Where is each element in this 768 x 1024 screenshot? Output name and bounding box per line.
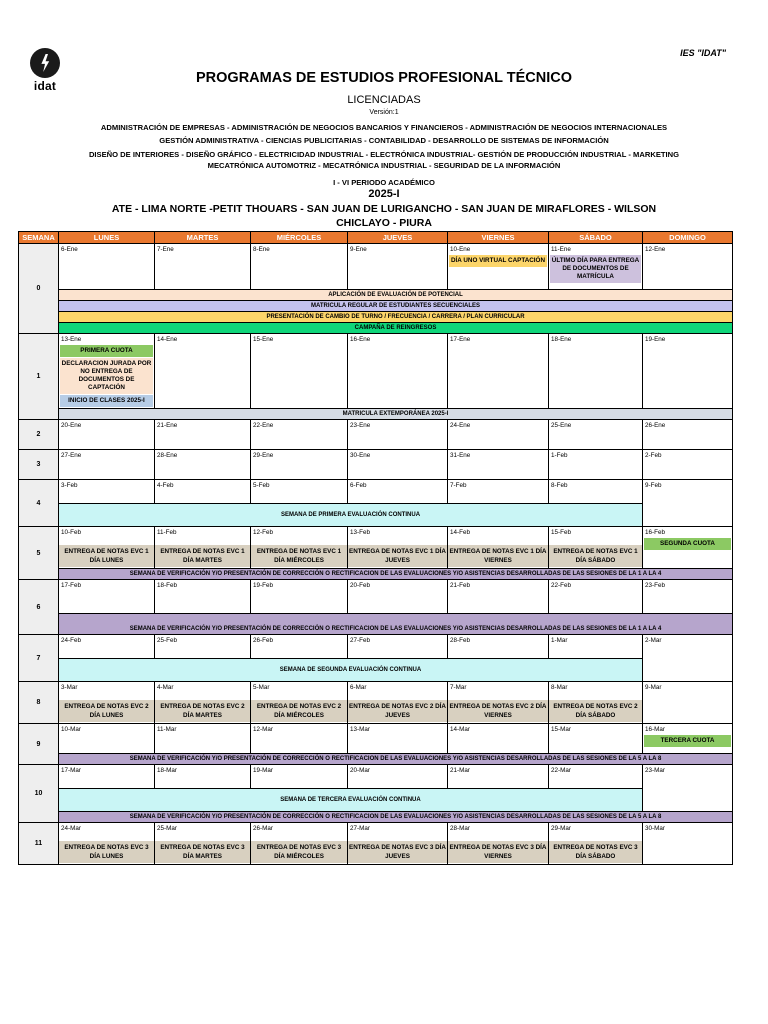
week-number: 11 xyxy=(19,823,59,865)
campus-line-1: ATE - LIMA NORTE -PETIT THOUARS - SAN JUAN DE LURIGANCHO - SAN JUAN DE MIRAFLORES - WILSON xyxy=(111,203,657,215)
day-date: 8-Mar xyxy=(551,684,568,691)
day-date: 27-Ene xyxy=(61,452,82,459)
day-date: 25-Feb xyxy=(157,637,177,644)
day-cell xyxy=(549,724,643,754)
day-cell xyxy=(251,450,348,480)
day-cell xyxy=(448,580,549,614)
week-row xyxy=(19,724,733,754)
day-cell xyxy=(155,244,251,290)
day-date: 26-Mar xyxy=(253,825,273,832)
column-header-2: MARTES xyxy=(155,232,251,244)
day-date: 27-Mar xyxy=(350,825,370,832)
day-cell xyxy=(251,480,348,504)
week-number: 2 xyxy=(19,420,59,450)
day-cell xyxy=(643,334,733,409)
day-date: 6-Feb xyxy=(350,482,367,489)
grade-delivery-note: ENTREGA DE NOTAS EVC 3 DÍA JUEVES xyxy=(348,841,447,863)
event-note: ÚLTIMO DÍA PARA ENTREGA DE DOCUMENTOS DE MATRÍCULA xyxy=(550,255,641,283)
band-row xyxy=(19,789,733,812)
day-date: 4-Feb xyxy=(157,482,174,489)
day-cell xyxy=(549,765,643,789)
day-cell xyxy=(59,635,155,659)
day-date: 12-Mar xyxy=(253,726,273,733)
day-cell xyxy=(155,682,251,724)
column-header-1: LUNES xyxy=(59,232,155,244)
band-row xyxy=(19,614,733,635)
day-date: 19-Feb xyxy=(253,582,273,589)
week-row xyxy=(19,244,733,290)
day-cell xyxy=(155,580,251,614)
day-cell xyxy=(251,823,348,865)
day-cell xyxy=(643,244,733,290)
day-date: 26-Ene xyxy=(645,422,666,429)
day-date: 6-Ene xyxy=(61,246,78,253)
day-date: 3-Feb xyxy=(61,482,78,489)
week-number: 10 xyxy=(19,765,59,823)
programs-line-2: GESTIÓN ADMINISTRATIVA - CIENCIAS PUBLICITARIAS - CONTABILIDAD - DESARROLLO DE SISTEMAS DE INFORMACIÓN xyxy=(159,136,609,145)
day-date: 30-Mar xyxy=(645,825,665,832)
day-date: 24-Ene xyxy=(450,422,471,429)
week-row xyxy=(19,527,733,569)
day-date: 17-Mar xyxy=(61,767,81,774)
event-note: DÍA UNO VIRTUAL CAPTACIÓN xyxy=(449,255,547,267)
day-cell xyxy=(251,635,348,659)
institution-tag: IES "IDAT" xyxy=(680,48,726,58)
day-cell xyxy=(643,480,733,527)
day-date: 7-Mar xyxy=(450,684,467,691)
academic-calendar-table xyxy=(18,231,733,865)
grade-delivery-note: ENTREGA DE NOTAS EVC 1 DÍA MARTES xyxy=(155,545,250,567)
day-date: 19-Ene xyxy=(645,336,666,343)
day-cell xyxy=(549,420,643,450)
day-cell xyxy=(348,724,448,754)
academic-year: 2025-I xyxy=(368,188,400,200)
day-cell xyxy=(448,724,549,754)
day-cell xyxy=(59,480,155,504)
period-band: CAMPAÑA DE REINGRESOS xyxy=(354,325,437,331)
day-date: 3-Mar xyxy=(61,684,78,691)
period-band: APLICACIÓN DE EVALUACIÓN DE POTENCIAL xyxy=(328,292,463,298)
day-cell xyxy=(155,527,251,569)
week-number: 5 xyxy=(19,527,59,580)
band-row xyxy=(19,754,733,765)
day-cell xyxy=(251,527,348,569)
day-date: 27-Feb xyxy=(350,637,370,644)
grade-delivery-note: ENTREGA DE NOTAS EVC 2 DÍA VIERNES xyxy=(448,700,548,722)
week-row xyxy=(19,334,733,409)
day-date: 6-Mar xyxy=(350,684,367,691)
period-band: PRESENTACIÓN DE CAMBIO DE TURNO / FRECUENCIA / CARRERA / PLAN CURRICULAR xyxy=(266,314,525,320)
week-number: 6 xyxy=(19,580,59,635)
day-cell xyxy=(251,682,348,724)
event-note: TERCERA CUOTA xyxy=(644,735,731,747)
day-date: 8-Feb xyxy=(551,482,568,489)
version: Versión:1 xyxy=(369,109,399,116)
day-date: 21-Mar xyxy=(450,767,470,774)
day-cell xyxy=(448,527,549,569)
day-cell xyxy=(549,823,643,865)
event-note: PRIMERA CUOTA xyxy=(60,345,153,357)
day-date: 20-Ene xyxy=(61,422,82,429)
day-cell xyxy=(549,635,643,659)
week-number: 9 xyxy=(19,724,59,765)
event-note: DECLARACION JURADA POR NO ENTREGA DE DOCUMENTOS DE CAPTACIÓN xyxy=(60,358,153,394)
day-date: 15-Ene xyxy=(253,336,274,343)
day-cell xyxy=(251,765,348,789)
week-row xyxy=(19,635,733,659)
day-cell xyxy=(155,480,251,504)
band-row xyxy=(19,312,733,323)
day-date: 23-Feb xyxy=(645,582,665,589)
grade-delivery-note: ENTREGA DE NOTAS EVC 3 DÍA LUNES xyxy=(59,841,154,863)
grade-delivery-note: ENTREGA DE NOTAS EVC 1 DÍA SÁBADO xyxy=(549,545,642,567)
day-date: 18-Feb xyxy=(157,582,177,589)
band-row xyxy=(19,569,733,580)
day-cell xyxy=(251,724,348,754)
day-date: 31-Ene xyxy=(450,452,471,459)
day-cell xyxy=(59,527,155,569)
day-date: 10-Feb xyxy=(61,529,81,536)
grade-delivery-note: ENTREGA DE NOTAS EVC 3 DÍA VIERNES xyxy=(448,841,548,863)
day-date: 29-Ene xyxy=(253,452,274,459)
day-date: 23-Ene xyxy=(350,422,371,429)
day-date: 25-Mar xyxy=(157,825,177,832)
day-cell xyxy=(643,580,733,614)
day-cell xyxy=(348,765,448,789)
day-date: 9-Mar xyxy=(645,684,662,691)
day-cell xyxy=(448,480,549,504)
day-date: 28-Feb xyxy=(450,637,470,644)
day-date: 21-Feb xyxy=(450,582,470,589)
week-number: 3 xyxy=(19,450,59,480)
grade-delivery-note: ENTREGA DE NOTAS EVC 2 DÍA JUEVES xyxy=(348,700,447,722)
week-number: 1 xyxy=(19,334,59,420)
day-date: 1-Mar xyxy=(551,637,568,644)
day-cell xyxy=(348,334,448,409)
subtitle: LICENCIADAS xyxy=(347,94,421,106)
campus-line-2: CHICLAYO - PIURA xyxy=(336,217,432,229)
day-cell xyxy=(251,334,348,409)
day-date: 5-Mar xyxy=(253,684,270,691)
calendar-header-row xyxy=(19,232,733,244)
day-cell xyxy=(549,682,643,724)
day-cell xyxy=(643,527,733,569)
column-header-3: MIÉRCOLES xyxy=(251,232,348,244)
band-row xyxy=(19,504,733,527)
day-date: 21-Ene xyxy=(157,422,178,429)
week-number: 7 xyxy=(19,635,59,682)
day-date: 12-Feb xyxy=(253,529,273,536)
grade-delivery-note: ENTREGA DE NOTAS EVC 2 DÍA MIÉRCOLES xyxy=(251,700,347,722)
day-cell xyxy=(155,765,251,789)
grade-delivery-note: ENTREGA DE NOTAS EVC 1 DÍA LUNES xyxy=(59,545,154,567)
grade-delivery-note: ENTREGA DE NOTAS EVC 1 DÍA JUEVES xyxy=(348,545,447,567)
grade-delivery-note: ENTREGA DE NOTAS EVC 1 DÍA VIERNES xyxy=(448,545,548,567)
day-cell xyxy=(448,244,549,290)
day-cell xyxy=(448,420,549,450)
day-cell xyxy=(59,682,155,724)
event-note: INICIO DE CLASES 2025-I xyxy=(60,395,153,407)
day-date: 16-Mar xyxy=(645,726,665,733)
period-band: MATRICULA EXTEMPORÁNEA 2025-I xyxy=(342,411,449,417)
day-date: 13-Mar xyxy=(350,726,370,733)
day-cell xyxy=(348,527,448,569)
day-cell xyxy=(348,635,448,659)
day-cell xyxy=(643,765,733,812)
day-cell xyxy=(59,244,155,290)
day-date: 20-Mar xyxy=(350,767,370,774)
day-cell xyxy=(643,682,733,724)
day-date: 30-Ene xyxy=(350,452,371,459)
day-cell xyxy=(348,480,448,504)
day-date: 23-Mar xyxy=(645,767,665,774)
day-date: 18-Ene xyxy=(551,336,572,343)
day-date: 2-Mar xyxy=(645,637,662,644)
day-cell xyxy=(155,334,251,409)
day-date: 29-Mar xyxy=(551,825,571,832)
event-note: SEGUNDA CUOTA xyxy=(644,538,731,550)
day-date: 24-Feb xyxy=(61,637,81,644)
day-cell xyxy=(549,580,643,614)
day-cell xyxy=(448,450,549,480)
logo-text: idat xyxy=(33,79,57,93)
day-date: 28-Mar xyxy=(450,825,470,832)
week-row xyxy=(19,580,733,614)
day-cell xyxy=(643,635,733,682)
day-date: 14-Feb xyxy=(450,529,470,536)
day-date: 11-Feb xyxy=(157,529,177,536)
week-number: 0 xyxy=(19,244,59,334)
day-cell xyxy=(59,580,155,614)
day-cell xyxy=(59,823,155,865)
programs-line-3: DISEÑO DE INTERIORES - DISEÑO GRÁFICO - ELECTRICIDAD INDUSTRIAL - ELECTRÓNICA INDUSTRIAL- GESTIÓN DE PRODUCCIÓN INDUSTRIAL - MARKETING xyxy=(88,150,680,159)
day-date: 20-Feb xyxy=(350,582,370,589)
day-cell xyxy=(643,823,733,865)
programs-line-1: ADMINISTRACIÓN DE EMPRESAS - ADMINISTRACIÓN DE NEGOCIOS BANCARIOS Y FINANCIEROS - ADMINISTRACIÓN DE NEGOCIOS INTERNACIONALES xyxy=(100,123,668,132)
day-cell xyxy=(59,450,155,480)
band-row xyxy=(19,659,733,682)
academic-period: I - VI PERIODO ACADÉMICO xyxy=(333,178,435,187)
day-date: 18-Mar xyxy=(157,767,177,774)
grade-delivery-note: ENTREGA DE NOTAS EVC 3 DÍA MIÉRCOLES xyxy=(251,841,347,863)
day-date: 9-Ene xyxy=(350,246,367,253)
page-title: PROGRAMAS DE ESTUDIOS PROFESIONAL TÉCNICO xyxy=(196,70,572,86)
day-cell xyxy=(155,823,251,865)
day-date: 13-Feb xyxy=(350,529,370,536)
day-date: 22-Feb xyxy=(551,582,571,589)
day-cell xyxy=(549,244,643,290)
day-cell xyxy=(155,635,251,659)
day-cell xyxy=(448,823,549,865)
day-cell xyxy=(448,334,549,409)
day-date: 7-Feb xyxy=(450,482,467,489)
day-date: 5-Feb xyxy=(253,482,270,489)
day-date: 28-Ene xyxy=(157,452,178,459)
day-date: 10-Ene xyxy=(450,246,471,253)
grade-delivery-note: ENTREGA DE NOTAS EVC 3 DÍA SÁBADO xyxy=(549,841,642,863)
campus-list xyxy=(0,202,768,230)
day-date: 15-Feb xyxy=(551,529,571,536)
day-cell xyxy=(448,765,549,789)
grade-delivery-note: ENTREGA DE NOTAS EVC 2 DÍA LUNES xyxy=(59,700,154,722)
day-cell xyxy=(348,450,448,480)
day-date: 13-Ene xyxy=(61,336,82,343)
day-date: 26-Feb xyxy=(253,637,273,644)
week-row xyxy=(19,420,733,450)
day-cell xyxy=(549,334,643,409)
week-row xyxy=(19,823,733,865)
day-cell xyxy=(549,480,643,504)
day-date: 4-Mar xyxy=(157,684,174,691)
band-row xyxy=(19,812,733,823)
band-row xyxy=(19,323,733,334)
day-date: 11-Ene xyxy=(551,246,571,253)
day-date: 19-Mar xyxy=(253,767,273,774)
period-band: SEMANA DE VERIFICACIÓN Y/O PRESENTACIÓN DE CORRECCIÓN O RECTIFICACION DE LAS EVALUACIONES Y/O ASISTENCIAS DESARROLLADAS DE LAS SESIONES DE LA 5 A LA 8 xyxy=(129,756,662,762)
day-cell xyxy=(59,724,155,754)
day-cell xyxy=(155,420,251,450)
day-date: 7-Ene xyxy=(157,246,174,253)
day-cell xyxy=(348,580,448,614)
period-band: SEMANA DE VERIFICACIÓN Y/O PRESENTACIÓN DE CORRECCIÓN O RECTIFICACION DE LAS EVALUACIONES Y/O ASISTENCIAS DESARROLLADAS DE LAS SESIONES DE LA 5 A LA 8 xyxy=(129,814,662,820)
week-row xyxy=(19,682,733,724)
grade-delivery-note: ENTREGA DE NOTAS EVC 3 DÍA MARTES xyxy=(155,841,250,863)
day-cell xyxy=(643,420,733,450)
day-cell xyxy=(155,724,251,754)
band-row xyxy=(19,290,733,301)
week-row xyxy=(19,765,733,789)
day-date: 9-Feb xyxy=(645,482,662,489)
week-number: 8 xyxy=(19,682,59,724)
day-date: 17-Ene xyxy=(450,336,471,343)
day-cell xyxy=(251,420,348,450)
period-band: SEMANA DE PRIMERA EVALUACIÓN CONTINUA xyxy=(280,512,421,518)
day-cell xyxy=(549,527,643,569)
day-cell xyxy=(59,334,155,409)
grade-delivery-note: ENTREGA DE NOTAS EVC 2 DÍA SÁBADO xyxy=(549,700,642,722)
band-row xyxy=(19,409,733,420)
week-number: 4 xyxy=(19,480,59,527)
column-header-0: SEMANA xyxy=(19,232,59,244)
period-band: SEMANA DE VERIFICACIÓN Y/O PRESENTACIÓN DE CORRECCIÓN O RECTIFICACION DE LAS EVALUACIONES Y/O ASISTENCIAS DESARROLLADAS DE LAS SESIONES DE LA 1 A LA 4 xyxy=(129,626,662,632)
day-date: 10-Mar xyxy=(61,726,81,733)
day-cell xyxy=(448,682,549,724)
week-row xyxy=(19,480,733,504)
band-row xyxy=(19,301,733,312)
day-cell xyxy=(59,765,155,789)
day-cell xyxy=(348,682,448,724)
day-date: 15-Mar xyxy=(551,726,571,733)
day-date: 14-Mar xyxy=(450,726,470,733)
period-band: SEMANA DE VERIFICACIÓN Y/O PRESENTACIÓN DE CORRECCIÓN O RECTIFICACION DE LAS EVALUACIONES Y/O ASISTENCIAS DESARROLLADAS DE LAS SESIONES DE LA 1 A LA 4 xyxy=(129,571,662,577)
day-date: 24-Mar xyxy=(61,825,81,832)
day-date: 8-Ene xyxy=(253,246,270,253)
day-cell xyxy=(549,450,643,480)
day-date: 12-Ene xyxy=(645,246,666,253)
day-date: 16-Ene xyxy=(350,336,371,343)
day-date: 22-Ene xyxy=(253,422,274,429)
day-cell xyxy=(348,244,448,290)
day-date: 22-Mar xyxy=(551,767,571,774)
period-band: MATRICULA REGULAR DE ESTUDIANTES SECUENCIALES xyxy=(310,303,480,309)
day-date: 11-Mar xyxy=(157,726,177,733)
programs-line-4: MECATRÓNICA AUTOMOTRIZ - MECATRÓNICA INDUSTRIAL - SEGURIDAD DE LA INFORMACIÓN xyxy=(207,161,561,170)
grade-delivery-note: ENTREGA DE NOTAS EVC 1 DÍA MIÉRCOLES xyxy=(251,545,347,567)
day-date: 17-Feb xyxy=(61,582,81,589)
day-date: 25-Ene xyxy=(551,422,572,429)
day-cell xyxy=(348,823,448,865)
day-cell xyxy=(155,450,251,480)
day-cell xyxy=(448,635,549,659)
day-date: 16-Feb xyxy=(645,529,665,536)
column-header-5: VIERNES xyxy=(448,232,549,244)
day-cell xyxy=(643,724,733,754)
day-cell xyxy=(251,244,348,290)
period-band: SEMANA DE TERCERA EVALUACIÓN CONTINUA xyxy=(280,797,421,803)
day-cell xyxy=(348,420,448,450)
week-row xyxy=(19,450,733,480)
day-cell xyxy=(59,420,155,450)
day-date: 1-Feb xyxy=(551,452,568,459)
column-header-6: SÁBADO xyxy=(549,232,643,244)
day-cell xyxy=(251,580,348,614)
day-date: 2-Feb xyxy=(645,452,662,459)
day-date: 14-Ene xyxy=(157,336,178,343)
calendar-body xyxy=(19,244,733,865)
column-header-4: JUEVES xyxy=(348,232,448,244)
grade-delivery-note: ENTREGA DE NOTAS EVC 2 DÍA MARTES xyxy=(155,700,250,722)
day-cell xyxy=(643,450,733,480)
column-header-7: DOMINGO xyxy=(643,232,733,244)
period-band: SEMANA DE SEGUNDA EVALUACIÓN CONTINUA xyxy=(279,667,422,673)
